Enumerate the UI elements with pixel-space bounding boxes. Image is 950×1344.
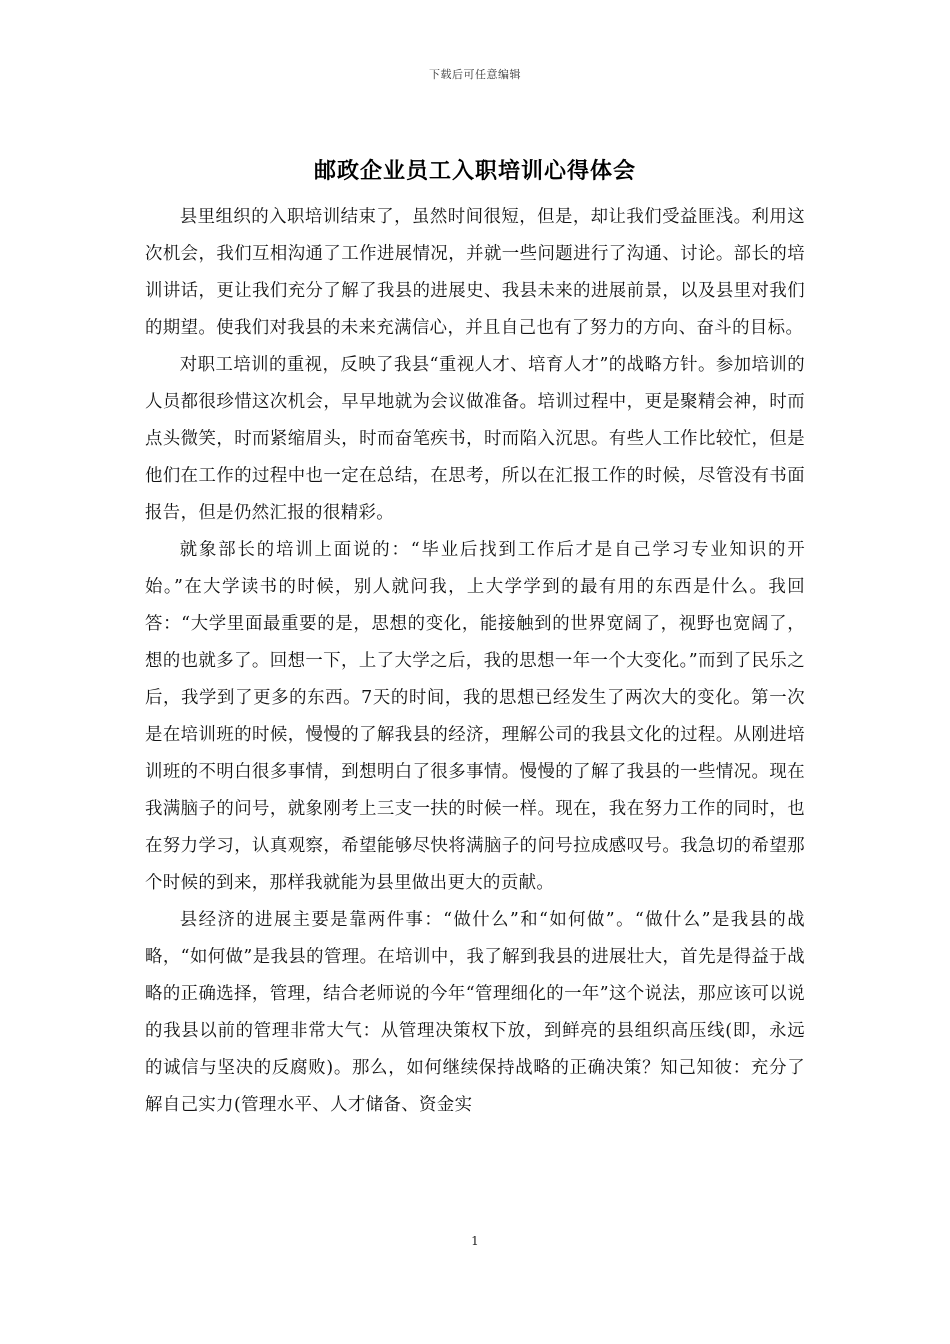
document-body <box>145 199 805 1124</box>
body-paragraph: 县里组织的入职培训结束了，虽然时间很短，但是，却让我们受益匪浅。利用这次机会，我们互相沟通了工作进展情况，并就一些问题进行了沟通、讨论。部长的培训讲话，更让我们充分了解了我县的进展史、我县未来的进展前景，以及县里对我们的期望。使我们对我县的未来充满信心，并且自己也有了努力的方向、奋斗的目标。 <box>145 207 805 338</box>
body-paragraph: 县经济的进展主要是靠两件事：“做什么”和“如何做”。“做什么”是我县的战略，“如何做”是我县的管理。在培训中，我了解到我县的进展壮大，首先是得益于战略的正确选择，管理，结合老师说的今年“管理细化的一年”这个说法，那应该可以说的我县以前的管理非常大气：从管理决策权下放，到鲜亮的县组织高压线(即，永远的诚信与坚决的反腐败)。那么，如何继续保持战略的正确决策？知己知彼：充分了解自己实力(管理水平、人才储备、资金实 <box>145 910 805 1115</box>
header-note: 下载后可任意编辑 <box>429 68 521 81</box>
page-number: 1 <box>471 1234 479 1248</box>
body-paragraph: 对职工培训的重视，反映了我县“重视人才、培育人才”的战略方针。参加培训的人员都很珍惜这次机会，早早地就为会议做准备。培训过程中，更是聚精会神，时而点头微笑，时而紧缩眉头，时而奋笔疾书，时而陷入沉思。有些人工作比较忙，但是他们在工作的过程中也一定在总结，在思考，所以在汇报工作的时候，尽管没有书面报告，但是仍然汇报的很精彩。 <box>145 355 805 523</box>
document-title: 邮政企业员工入职培训心得体会 <box>313 158 636 184</box>
body-paragraph: 就象部长的培训上面说的：“毕业后找到工作后才是自己学习专业知识的开始。”在大学读书的时候，别人就问我，上大学学到的最有用的东西是什么。我回答：“大学里面最重要的是，思想的变化，能接触到的世界宽阔了，视野也宽阔了，想的也就多了。回想一下，上了大学之后，我的思想一年一个大变化。”而到了民乐之后，我学到了更多的东西。7天的时间，我的思想已经发生了两次大的变化。第一次是在培训班的时候，慢慢的了解我县的经济，理解公司的我县文化的过程。从刚进培训班的不明白很多事情，到想明白了很多事情。慢慢的了解了我县的一些情况。现在我满脑子的问号，就象刚考上三支一扶的时候一样。现在，我在努力工作的同时，也在努力学习，认真观察，希望能够尽快将满脑子的问号拉成感叹号。我急切的希望那个时候的到来，那样我就能为县里做出更大的贡献。 <box>145 540 805 893</box>
